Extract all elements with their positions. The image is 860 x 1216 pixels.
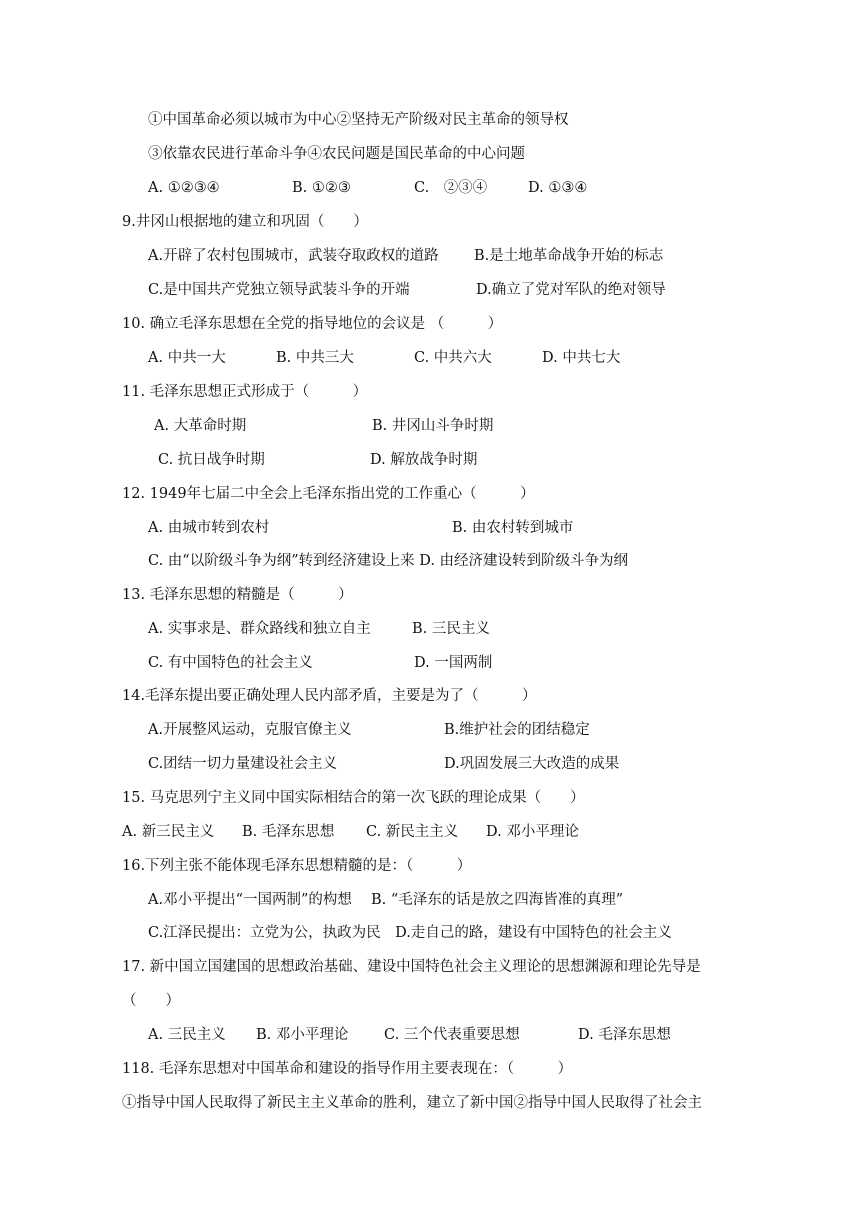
- question-12: 12. 1949年七届二中全会上毛泽东指出党的工作重心（ ）: [122, 486, 535, 502]
- q12-options-cd: C. 由“以阶级斗争为纲”转到经济建设上来 D. 由经济建设转到阶级斗争为纲: [148, 553, 629, 569]
- q13-option-c: C. 有中国特色的社会主义: [148, 655, 313, 671]
- q9-option-b: B.是土地革命战争开始的标志: [474, 248, 664, 264]
- q9-option-d: D.确立了党对军队的绝对领导: [476, 282, 666, 298]
- q13-option-d: D. 一国两制: [414, 655, 493, 671]
- q8-statements-1: ①中国革命必须以城市为中心②坚持无产阶级对民主革命的领导权: [148, 112, 569, 128]
- question-9: 9.井冈山根据地的建立和巩固（ ）: [122, 214, 368, 230]
- q17-option-d: D. 毛泽东思想: [578, 1027, 671, 1043]
- q16-options-cd: C.江泽民提出：立党为公，执政为民 D.走自己的路，建设有中国特色的社会主义: [148, 925, 672, 941]
- q14-option-b: B.维护社会的团结稳定: [444, 722, 590, 738]
- q14-option-a: A.开展整风运动，克服官僚主义: [148, 722, 352, 738]
- q10-option-d: D. 中共七大: [542, 350, 621, 366]
- q17-option-c: C. 三个代表重要思想: [384, 1027, 520, 1043]
- q8-option-b: B. ①②③: [292, 180, 351, 196]
- q11-option-c: C. 抗日战争时期: [158, 452, 265, 468]
- question-16: 16.下列主张不能体现毛泽东思想精髓的是：（ ）: [122, 858, 472, 874]
- q15-option-c: C. 新民主主义: [366, 824, 459, 840]
- q10-option-a: A. 中共一大: [148, 350, 226, 366]
- question-118: 118. 毛泽东思想对中国革命和建设的指导作用主要表现在：（ ）: [122, 1061, 573, 1077]
- question-17-bracket: （ ）: [122, 993, 180, 1009]
- q8-statements-2: ③依靠农民进行革命斗争④农民问题是国民革命的中心问题: [148, 146, 525, 162]
- q10-option-b: B. 中共三大: [276, 350, 354, 366]
- q17-option-a: A. 三民主义: [148, 1027, 226, 1043]
- question-14: 14.毛泽东提出要正确处理人民内部矛盾，主要是为了（ ）: [122, 688, 537, 704]
- q8-option-c: C. ②③④: [414, 180, 488, 196]
- q16-options-ab: A.邓小平提出“一国两制”的构想 B. “毛泽东的话是放之四海皆准的真理”: [148, 892, 624, 908]
- q15-option-a: A. 新三民主义: [122, 824, 215, 840]
- q12-option-a: A. 由城市转到农村: [148, 520, 270, 536]
- q14-option-d: D.巩固发展三大改造的成果: [444, 756, 620, 772]
- question-10: 10. 确立毛泽东思想在全党的指导地位的会议是 （ ）: [122, 316, 503, 332]
- q13-option-b: B. 三民主义: [412, 621, 490, 637]
- q9-option-c: C.是中国共产党独立领导武装斗争的开端: [148, 282, 410, 298]
- q14-option-c: C.团结一切力量建设社会主义: [148, 756, 338, 772]
- question-17: 17. 新中国立国建国的思想政治基础、建设中国特色社会主义理论的思想渊源和理论先导是: [122, 959, 701, 975]
- q8-option-a: A. ①②③④: [148, 180, 220, 196]
- q118-statements: ①指导中国人民取得了新民主主义革命的胜利，建立了新中国②指导中国人民取得了社会主: [122, 1095, 702, 1111]
- q15-option-d: D. 邓小平理论: [486, 824, 579, 840]
- q11-option-b: B. 井冈山斗争时期: [372, 418, 494, 434]
- q15-option-b: B. 毛泽东思想: [242, 824, 335, 840]
- q12-option-b: B. 由农村转到城市: [452, 520, 574, 536]
- q8-option-d: D. ①③④: [528, 180, 588, 196]
- q9-option-a: A.开辟了农村包围城市，武装夺取政权的道路: [148, 248, 439, 264]
- q10-option-c: C. 中共六大: [414, 350, 492, 366]
- q17-option-b: B. 邓小平理论: [256, 1027, 349, 1043]
- question-11: 11. 毛泽东思想正式形成于（ ）: [122, 384, 368, 400]
- question-13: 13. 毛泽东思想的精髓是（ ）: [122, 587, 353, 603]
- q13-option-a: A. 实事求是、群众路线和独立自主: [148, 621, 371, 637]
- q11-option-d: D. 解放战争时期: [370, 452, 478, 468]
- q11-option-a: A. 大革命时期: [154, 418, 247, 434]
- question-15: 15. 马克思列宁主义同中国实际相结合的第一次飞跃的理论成果（ ）: [122, 790, 585, 806]
